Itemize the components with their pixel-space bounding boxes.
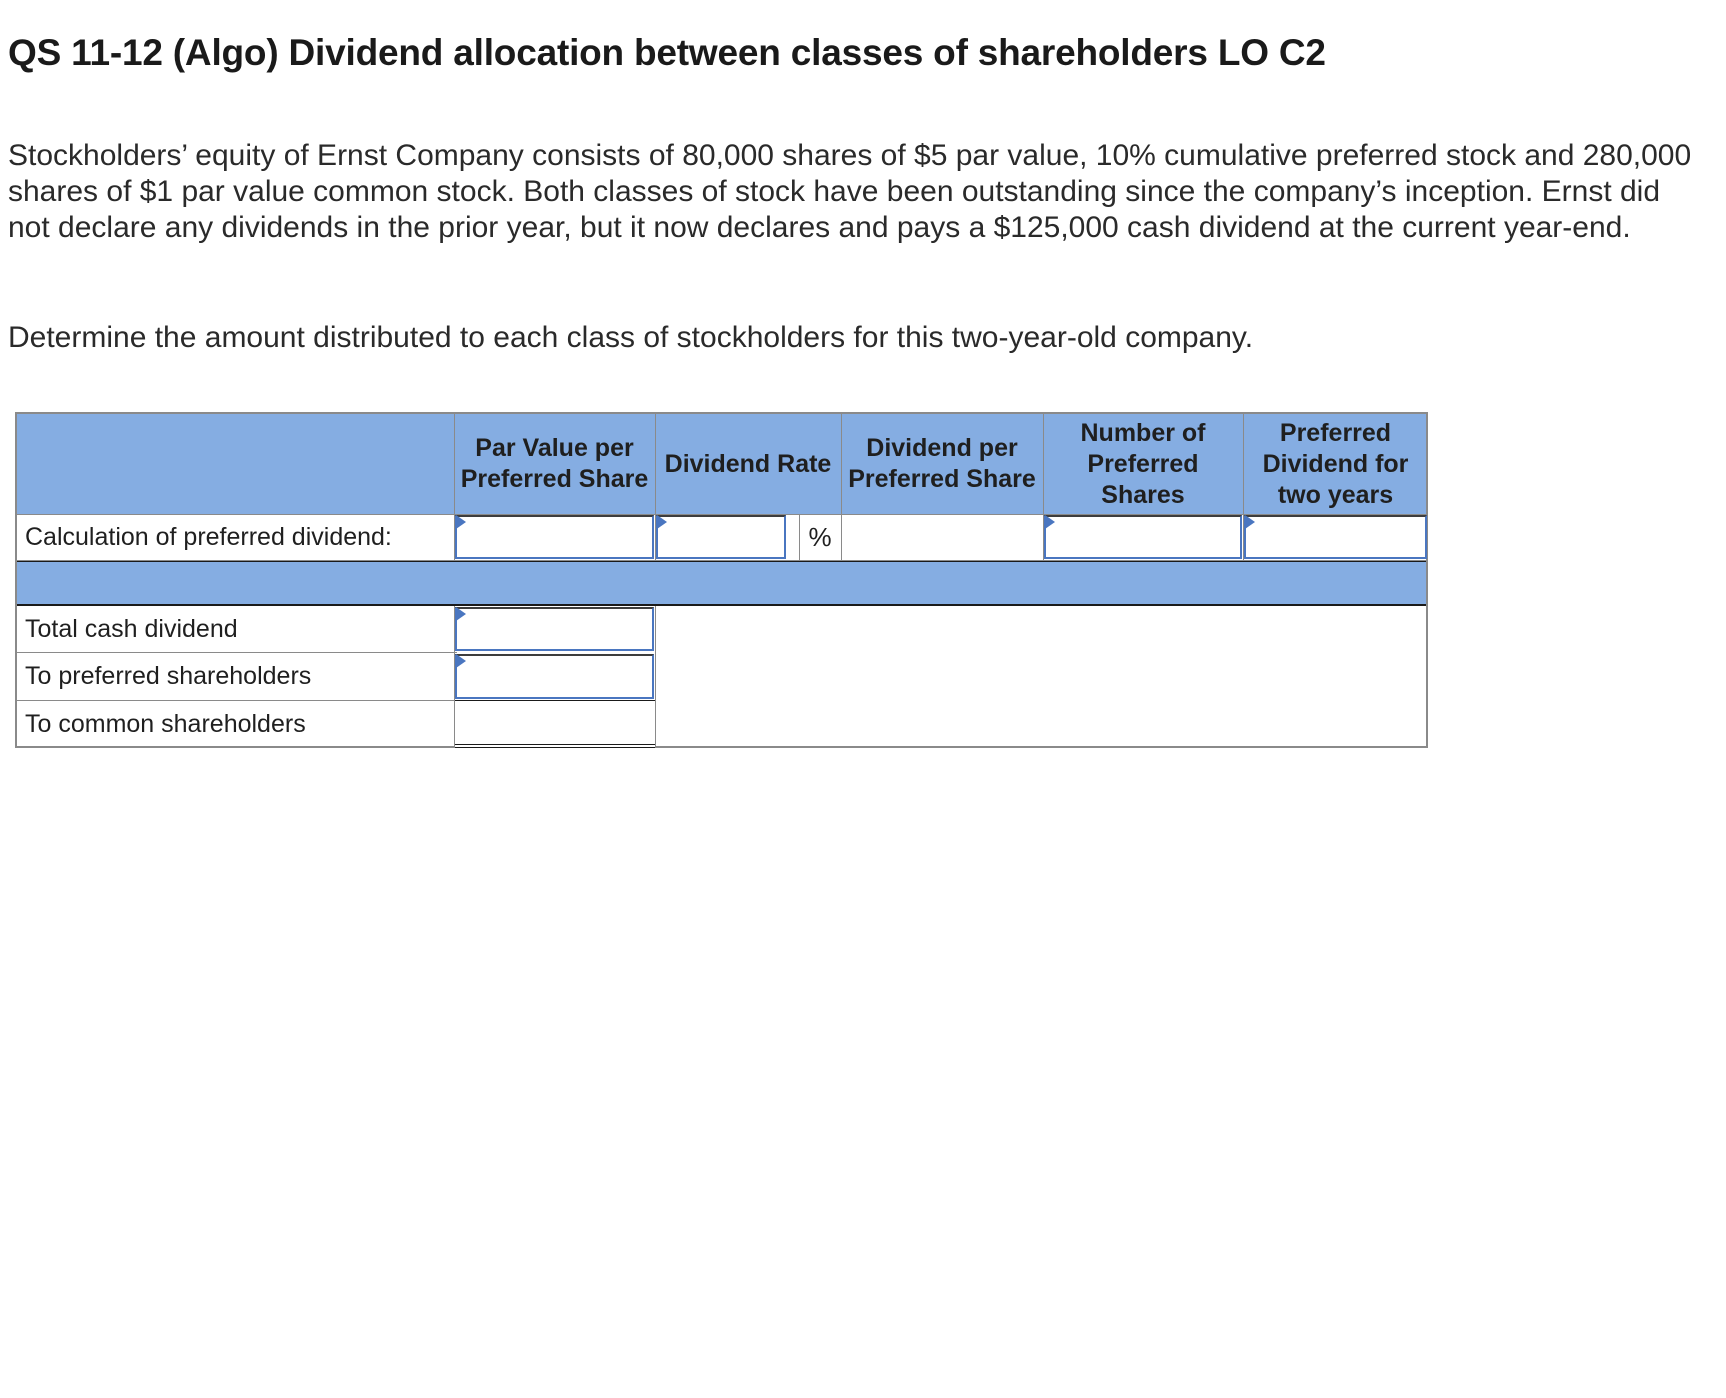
column-divider [655, 606, 656, 748]
header-two-year-dividend: Preferred Dividend for two years [1262, 418, 1409, 509]
to-common-label: To common shareholders [25, 709, 306, 738]
problem-instruction: Determine the amount distributed to each class of stockholders for this two-year-old company. [8, 321, 1254, 354]
header-par-value: Par Value per Preferred Share [460, 434, 649, 493]
input-marker-icon [456, 607, 466, 621]
input-marker-icon [657, 515, 667, 529]
input-marker-icon [456, 515, 466, 529]
row-divider [17, 560, 1426, 561]
number-of-shares-input[interactable] [1044, 515, 1242, 559]
header-dividend-rate: Dividend Rate [664, 449, 832, 478]
to-preferred-input[interactable] [455, 654, 654, 699]
total-cash-label: Total cash dividend [25, 614, 238, 643]
separator-band [17, 560, 1426, 606]
dividend-rate-input[interactable] [656, 515, 786, 559]
input-marker-icon [1045, 515, 1055, 529]
two-year-dividend-input[interactable] [1244, 515, 1427, 559]
question-title: QS 11-12 (Algo) Dividend allocation between classes of shareholders LO C2 [8, 32, 1326, 73]
problem-statement: Stockholders’ equity of Ernst Company consists of 80,000 shares of $5 par value, 10% cumulative preferred stock and 280,000 shares of $1 par value common stock. Both classes of stock have been outstanding since the company’s inception. Ernst did not declare any dividends in the prior year, but it now declares and pays a $125,000 cash dividend at the current year-end. [8, 139, 1692, 244]
percent-sign: % [808, 521, 832, 552]
to-common-value [455, 700, 655, 748]
to-preferred-label: To preferred shareholders [25, 661, 312, 690]
par-value-input[interactable] [455, 515, 654, 559]
calc-preferred-label: Calculation of preferred dividend: [25, 522, 392, 551]
header-dividend-per-share: Dividend per Preferred Share [848, 434, 1036, 493]
input-marker-icon [1245, 515, 1255, 529]
dividend-worksheet [15, 412, 1428, 748]
input-marker-icon [456, 654, 466, 668]
total-cash-input[interactable] [455, 607, 654, 651]
header-number-of-shares: Number of Preferred Shares [1080, 418, 1206, 509]
